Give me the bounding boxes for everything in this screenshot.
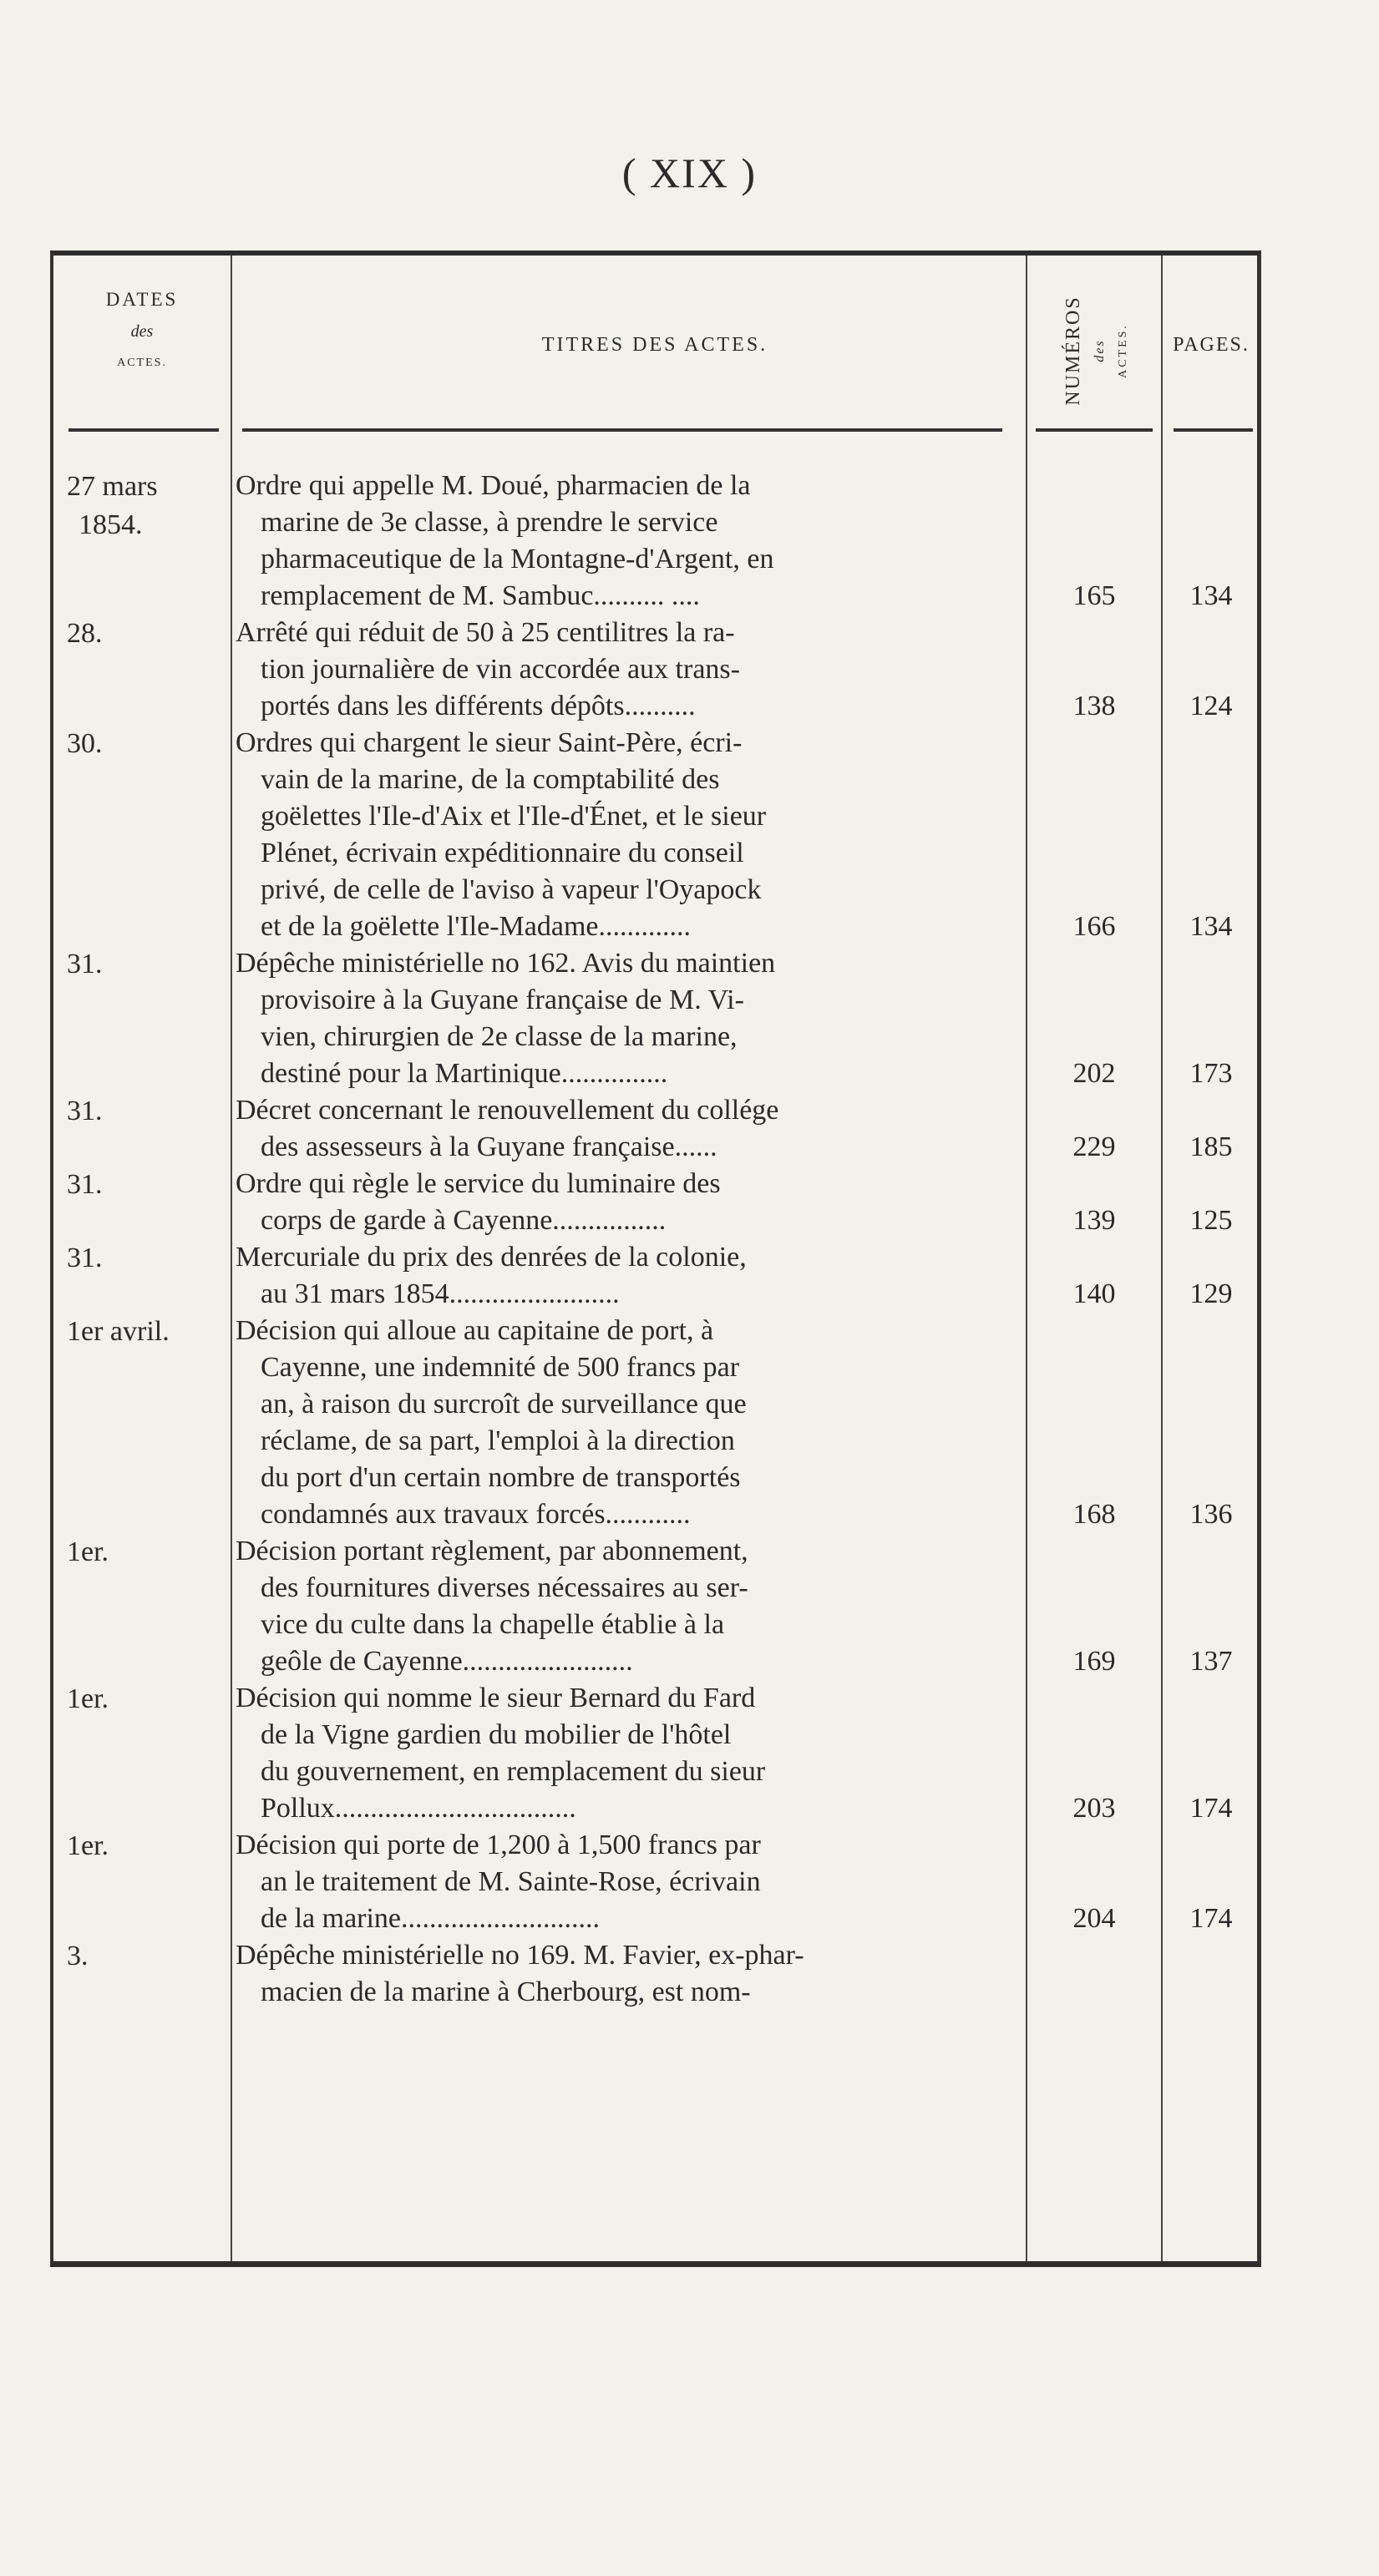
entry-title-line: Mercuriale du prix des denrées de la colonie, (236, 1242, 747, 1273)
entry-date (58, 468, 234, 544)
entry-title-line: vain de la marine, de la comptabilité des (261, 764, 720, 795)
entry-numero: 138 (1072, 691, 1116, 721)
entry-title (236, 615, 1071, 725)
entry-date-line: 1er. (67, 1830, 109, 1861)
entry-numero: 202 (1072, 1058, 1116, 1089)
entry-date (58, 615, 234, 653)
entry-date-line: 3. (67, 1941, 89, 1971)
entry-title (236, 945, 1071, 1092)
entry-title (236, 1680, 1071, 1827)
entry-date-line: 1er. (67, 1683, 109, 1714)
entry-title (236, 1239, 1071, 1313)
header-dates-line3: ACTES. (117, 357, 167, 369)
page-number: ( XIX ) (621, 149, 758, 196)
entry-date-line: 1854. (79, 509, 143, 540)
header-dates-line1: DATES (105, 289, 179, 310)
entry-date (58, 1937, 234, 1976)
entry-title-line: Ordre qui règle le service du luminaire des (236, 1168, 721, 1199)
entry-title (236, 1092, 1071, 1166)
entry-title-line: de la Vigne gardien du mobilier de l'hôtel (261, 1719, 732, 1750)
entry-title-line: goëlettes l'Ile-d'Aix et l'Ile-d'Énet, et le sieur (261, 801, 767, 832)
header-rule-numeros (1036, 428, 1153, 432)
entry-title-line: et de la goëlette l'Ile-Madame............. (261, 911, 691, 942)
entry-title-line: an le traitement de M. Sainte-Rose, écrivain (261, 1866, 761, 1897)
header-rule-pages (1174, 428, 1253, 432)
entry-title-line: vien, chirurgien de 2e classe de la marine, (261, 1021, 738, 1052)
entry-title-line: geôle de Cayenne........................ (261, 1646, 633, 1677)
entry-title (236, 725, 1071, 945)
entry-date-line: 31. (67, 1169, 103, 1200)
entry-page: 134 (1189, 580, 1233, 611)
entry-title (236, 468, 1071, 615)
entry-page: 124 (1189, 691, 1233, 721)
entry-title (236, 1166, 1071, 1239)
entry-date (58, 1092, 234, 1131)
entry-date (58, 1313, 234, 1351)
entry-date (58, 725, 234, 763)
entry-title (236, 1827, 1071, 1937)
entry-title-line: de la marine............................ (261, 1903, 601, 1934)
entry-numero: 169 (1072, 1646, 1116, 1677)
entry-title-line: au 31 mars 1854........................ (261, 1278, 620, 1309)
column-divider-numeros (1161, 256, 1163, 2261)
entry-title-line: condamnés aux travaux forcés............ (261, 1499, 691, 1530)
entry-date (58, 945, 234, 984)
entry-title-line: Dépêche ministérielle no 169. M. Favier, ex-phar- (236, 1940, 804, 1971)
entry-numero: 140 (1072, 1278, 1116, 1309)
entry-title-line: Dépêche ministérielle no 162. Avis du maintien (236, 948, 776, 979)
entry-title (236, 1937, 1071, 2011)
entry-title-line: Arrêté qui réduit de 50 à 25 centilitres la ra- (236, 617, 735, 648)
header-numeros-line1: NUMÉROS (1062, 296, 1084, 406)
entry-page: 174 (1189, 1903, 1233, 1934)
entry-title-line: Décision qui nomme le sieur Bernard du Fard (236, 1683, 756, 1713)
header-dates (55, 284, 229, 379)
entry-title-line: Plénet, écrivain expéditionnaire du conseil (261, 838, 744, 868)
entry-date-line: 27 mars (67, 471, 158, 502)
entry-title-line: Décision portant règlement, par abonnement, (236, 1536, 748, 1566)
entry-date (58, 1680, 234, 1718)
entry-title-line: Décret concernant le renouvellement du collége (236, 1095, 779, 1126)
entry-title-line: tion journalière de vin accordée aux trans- (261, 654, 740, 685)
entry-date (58, 1239, 234, 1278)
entry-title-line: macien de la marine à Cherbourg, est nom- (261, 1976, 751, 2007)
entry-numero: 166 (1072, 911, 1116, 942)
entry-title-line: destiné pour la Martinique............... (261, 1058, 668, 1089)
entry-numero: 165 (1072, 580, 1116, 611)
entry-page: 125 (1189, 1205, 1233, 1236)
entry-title-line: du gouvernement, en remplacement du sieur (261, 1756, 766, 1787)
entry-title-line: corps de garde à Cayenne................ (261, 1205, 667, 1236)
entry-page: 134 (1189, 911, 1233, 942)
entry-numero: 168 (1072, 1499, 1116, 1530)
entry-title-line: privé, de celle de l'aviso à vapeur l'Oyapock (261, 874, 762, 905)
entry-title-line: Cayenne, une indemnité de 500 francs par (261, 1352, 740, 1383)
entry-title-line: Décision qui alloue au capitaine de port, à (236, 1315, 714, 1346)
entry-date-line: 30. (67, 728, 103, 759)
entry-date (58, 1533, 234, 1571)
header-dates-line2: des (130, 322, 154, 341)
entry-title-line: Décision qui porte de 1,200 à 1,500 francs par (236, 1830, 761, 1860)
header-pages: PAGES. (1173, 334, 1250, 356)
header-numeros (1027, 288, 1153, 413)
entry-date-line: 31. (67, 949, 103, 979)
entry-date (58, 1827, 234, 1865)
entry-title (236, 1313, 1071, 1533)
entry-title-line: Ordres qui chargent le sieur Saint-Père, écri- (236, 727, 743, 758)
entry-title-line: an, à raison du surcroît de surveillance que (261, 1389, 747, 1420)
header-rule-dates (68, 428, 219, 432)
entry-title (236, 1533, 1071, 1680)
entry-date-line: 31. (67, 1242, 103, 1273)
header-titles: TITRES DES ACTES. (541, 334, 768, 356)
header-numeros-line3: ACTES. (1117, 323, 1129, 378)
entry-page: 173 (1189, 1058, 1233, 1089)
entry-title-line: des assesseurs à la Guyane française...... (261, 1131, 717, 1162)
entry-page: 174 (1189, 1793, 1233, 1824)
entry-title-line: Pollux.................................. (261, 1793, 576, 1824)
entry-date-line: 1er avril. (67, 1316, 170, 1347)
header-rule-titles (242, 428, 1002, 432)
entry-title-line: pharmaceutique de la Montagne-d'Argent, en (261, 544, 774, 574)
entry-title-line: réclame, de sa part, l'emploi à la direction (261, 1425, 735, 1456)
entry-title-line: du port d'un certain nombre de transportés (261, 1462, 741, 1493)
entry-page: 137 (1189, 1646, 1233, 1677)
entry-numero: 204 (1072, 1903, 1116, 1934)
entry-title-line: marine de 3e classe, à prendre le service (261, 507, 718, 538)
entry-title-line: des fournitures diverses nécessaires au ser- (261, 1572, 748, 1603)
header-numeros-line2: des (1093, 339, 1107, 362)
entry-title-line: vice du culte dans la chapelle établie à la (261, 1609, 725, 1640)
entry-date (58, 1166, 234, 1204)
entry-page: 129 (1189, 1278, 1233, 1309)
entry-date-line: 31. (67, 1096, 103, 1126)
entry-numero: 229 (1072, 1131, 1116, 1162)
entry-numero: 139 (1072, 1205, 1116, 1236)
entry-title-line: provisoire à la Guyane française de M. Vi- (261, 984, 744, 1015)
entry-date-line: 1er. (67, 1536, 109, 1567)
entry-page: 185 (1189, 1131, 1233, 1162)
entry-title-line: remplacement de M. Sambuc.......... .... (261, 580, 700, 611)
entry-numero: 203 (1072, 1793, 1116, 1824)
entry-title-line: portés dans les différents dépôts.......... (261, 691, 696, 721)
entry-page: 136 (1189, 1499, 1233, 1530)
entry-title-line: Ordre qui appelle M. Doué, pharmacien de la (236, 470, 751, 501)
entry-date-line: 28. (67, 618, 103, 649)
